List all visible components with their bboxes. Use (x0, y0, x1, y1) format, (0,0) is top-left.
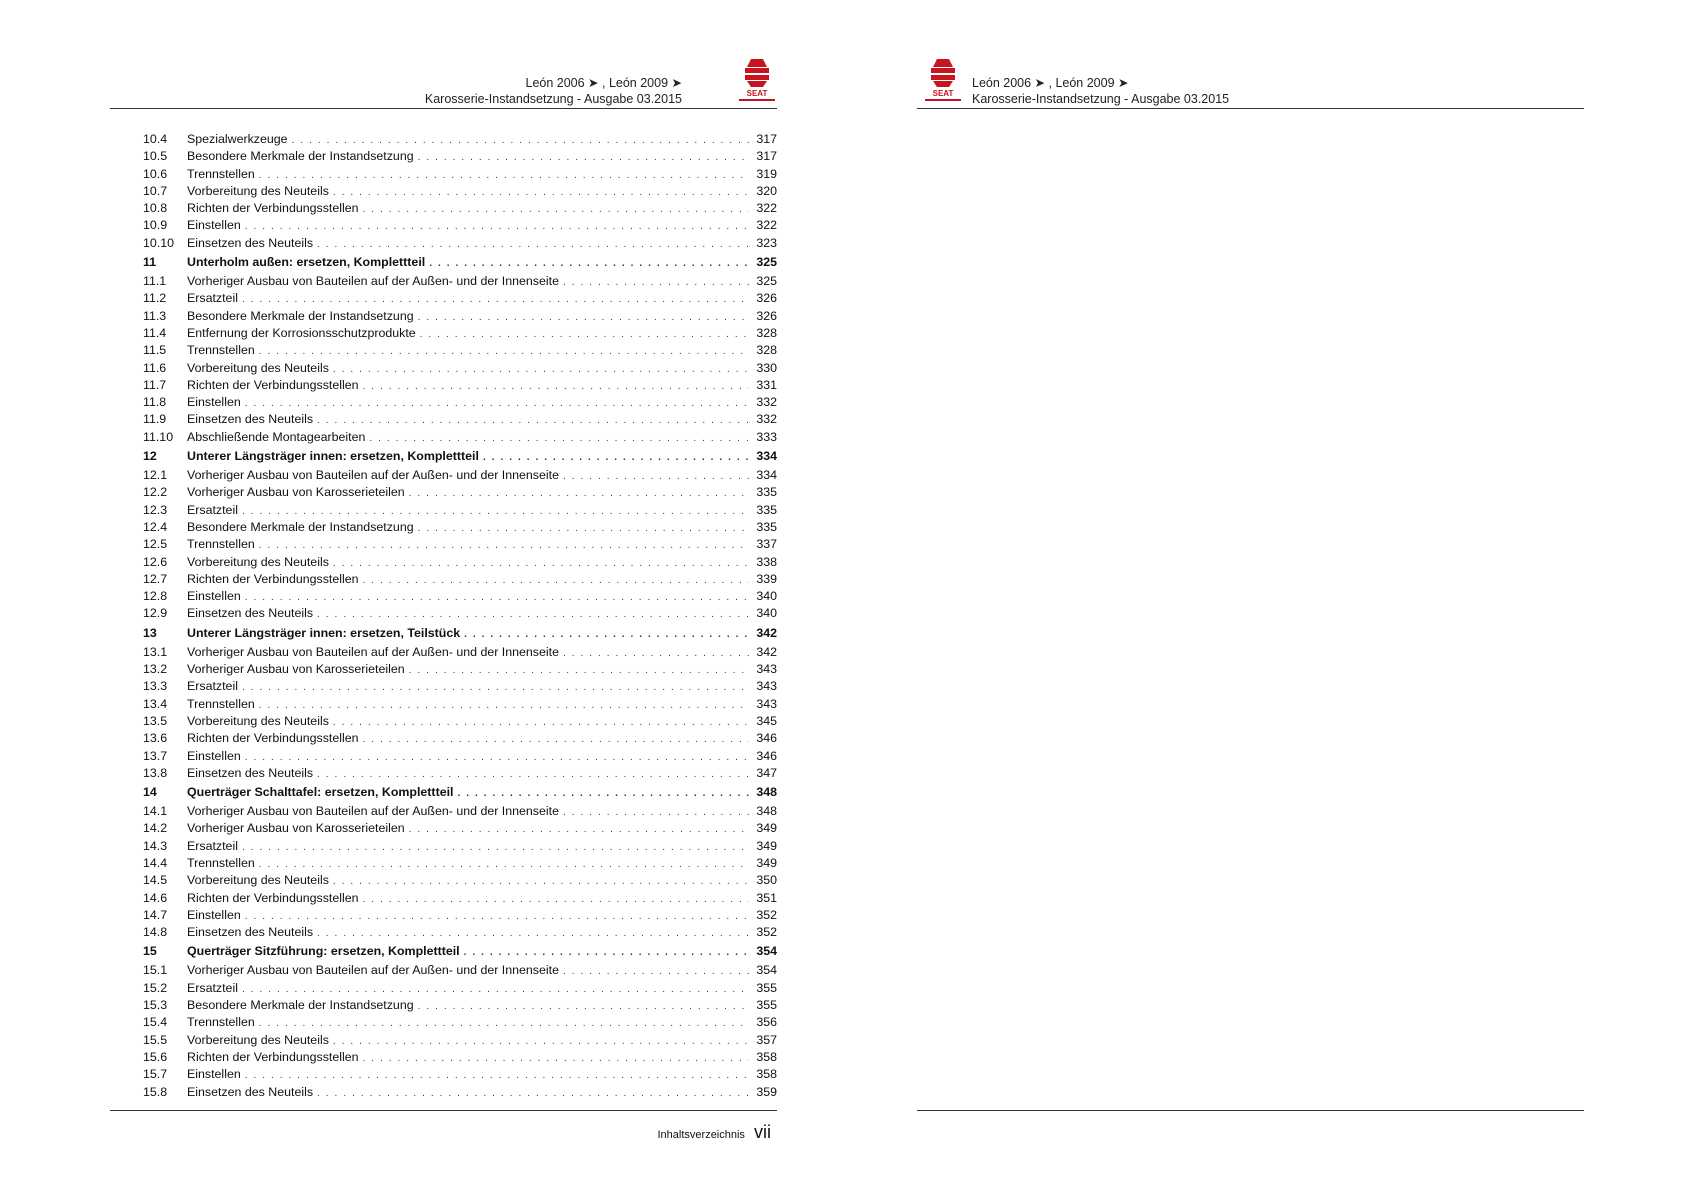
toc-number: 11.5 (143, 343, 167, 358)
toc-leader-dots (317, 1085, 749, 1102)
toc-title: Vorbereitung des Neuteils (187, 873, 329, 888)
toc-entry[interactable] (143, 605, 777, 622)
toc-number: 14.1 (143, 804, 168, 819)
toc-title: Vorheriger Ausbau von Bauteilen auf der Außen- und der Innenseite (187, 468, 559, 483)
toc-title: Einsetzen des Neuteils (187, 412, 314, 427)
seat-logo-icon (921, 57, 965, 103)
toc-page-number: 317 (756, 132, 777, 146)
toc-page-number: 346 (756, 731, 777, 746)
toc-title: Besondere Merkmale der Instandsetzung (187, 998, 414, 1013)
toc-leader-dots (317, 606, 749, 623)
toc-section[interactable] (143, 625, 777, 644)
toc-entry[interactable] (143, 997, 777, 1014)
seat-logo-icon (735, 57, 779, 103)
toc-section[interactable] (143, 448, 777, 467)
toc-number: 10.6 (143, 166, 168, 181)
toc-page-number: 349 (756, 821, 777, 836)
toc-entry[interactable] (143, 571, 777, 588)
toc-number: 13.6 (143, 731, 168, 746)
toc-entry[interactable] (143, 519, 777, 536)
toc-leader-dots (245, 589, 749, 606)
toc-page-number: 328 (756, 343, 777, 358)
toc-title: Einstellen (187, 907, 241, 922)
toc-list (143, 131, 777, 1101)
toc-leader-dots (245, 1067, 749, 1084)
toc-leader-dots (245, 908, 749, 925)
toc-leader-dots (563, 468, 749, 485)
toc-leader-dots (409, 821, 749, 838)
toc-page-number: 354 (756, 963, 777, 978)
toc-page-number: 346 (756, 748, 777, 763)
toc-title: Besondere Merkmale der Instandsetzung (187, 149, 414, 164)
toc-number: 13.4 (143, 696, 168, 711)
toc-title: Ersatzteil (187, 838, 238, 853)
toc-leader-dots (363, 201, 749, 218)
toc-number: 11.7 (143, 377, 167, 392)
toc-number: 13.8 (143, 765, 168, 780)
toc-leader-dots (563, 963, 749, 980)
toc-title: Vorbereitung des Neuteils (187, 360, 329, 375)
toc-leader-dots (292, 132, 749, 149)
logo-text: SEAT (932, 89, 954, 98)
toc-number: 13.7 (143, 748, 168, 763)
toc-page-number: 347 (756, 765, 777, 780)
toc-page-number: 348 (756, 804, 777, 819)
right-page (842, 0, 1684, 1190)
toc-number: 14.6 (143, 890, 168, 905)
toc-number: 14.3 (143, 838, 168, 853)
toc-number: 12.1 (143, 468, 168, 483)
toc-title: Richten der Verbindungsstellen (187, 201, 359, 216)
toc-title: Abschließende Montagearbeiten (187, 429, 366, 444)
toc-entry[interactable] (143, 166, 777, 183)
toc-entry[interactable] (143, 325, 777, 342)
toc-entry[interactable] (143, 713, 777, 730)
toc-page-number: 343 (756, 696, 777, 711)
toc-number: 11.1 (143, 274, 167, 289)
toc-page-number: 358 (756, 1049, 777, 1064)
toc-entry[interactable] (143, 1032, 777, 1049)
toc-leader-dots (259, 1015, 749, 1032)
toc-entry[interactable] (143, 872, 777, 889)
toc-entry[interactable] (143, 429, 777, 446)
toc-title: Ersatzteil (187, 502, 238, 517)
toc-number: 12.2 (143, 485, 168, 500)
toc-page-number: 333 (756, 429, 777, 444)
toc-number: 15.1 (143, 963, 168, 978)
toc-entry[interactable] (143, 696, 777, 713)
page-number: vii (754, 1122, 771, 1142)
toc-number: 10.4 (143, 132, 168, 146)
toc-number: 10.8 (143, 201, 168, 216)
toc-title: Besondere Merkmale der Instandsetzung (187, 308, 414, 323)
toc-page-number: 358 (756, 1067, 777, 1082)
toc-entry[interactable] (143, 820, 777, 837)
footer-label: Inhaltsverzeichnis (657, 1129, 745, 1141)
toc-entry[interactable] (143, 411, 777, 428)
toc-entry[interactable] (143, 502, 777, 519)
toc-title: Richten der Verbindungsstellen (187, 890, 359, 905)
toc-number: 12.8 (143, 589, 168, 604)
toc-title: Vorheriger Ausbau von Bauteilen auf der Außen- und der Innenseite (187, 963, 559, 978)
toc-number: 12.4 (143, 519, 168, 534)
subtitle: Karosserie-Instandsetzung - Ausgabe 03.2015 (424, 92, 682, 106)
toc-section[interactable] (143, 784, 777, 803)
toc-title: Trennstellen (187, 166, 255, 181)
toc-leader-dots (418, 309, 749, 326)
toc-page-number: 335 (756, 502, 777, 517)
toc-page-number: 331 (756, 377, 777, 392)
page-header (972, 75, 1229, 107)
toc-title: Trennstellen (187, 696, 255, 711)
toc-entry[interactable] (143, 131, 777, 148)
toc-leader-dots (418, 520, 749, 537)
header-rule (917, 108, 1584, 109)
toc-leader-dots (245, 395, 749, 412)
toc-number: 12.3 (143, 502, 168, 517)
toc-leader-dots (317, 236, 749, 253)
toc-leader-dots (333, 184, 749, 201)
toc-page-number: 342 (756, 625, 777, 640)
toc-page-number: 323 (756, 235, 777, 250)
toc-entry[interactable] (143, 536, 777, 553)
toc-leader-dots (333, 714, 749, 731)
toc-title: Querträger Schalttafel: ersetzen, Komplettteil (187, 785, 454, 800)
toc-title: Vorheriger Ausbau von Karosserieteilen (187, 485, 405, 500)
toc-page-number: 350 (756, 873, 777, 888)
toc-title: Querträger Sitzführung: ersetzen, Komplettteil (187, 944, 460, 959)
toc-number: 11.3 (143, 308, 167, 323)
toc-page-number: 355 (756, 980, 777, 995)
toc-leader-dots (333, 361, 749, 378)
toc-entry[interactable] (143, 290, 777, 307)
toc-leader-dots (259, 697, 749, 714)
toc-leader-dots (429, 255, 749, 272)
toc-title: Spezialwerkzeuge (187, 132, 288, 146)
toc-page-number: 332 (756, 395, 777, 410)
toc-number: 11.6 (143, 360, 167, 375)
toc-number: 14.5 (143, 873, 168, 888)
toc-title: Trennstellen (187, 537, 255, 552)
toc-number: 11.9 (143, 412, 167, 427)
toc-title: Ersatzteil (187, 679, 238, 694)
toc-entry[interactable] (143, 1014, 777, 1031)
toc-leader-dots (363, 572, 749, 589)
toc-title: Einsetzen des Neuteils (187, 1084, 314, 1099)
toc-page-number: 335 (756, 519, 777, 534)
toc-number: 15.5 (143, 1032, 168, 1047)
toc-page-number: 334 (756, 468, 777, 483)
model-line: León 2006 ➤ , León 2009 ➤ (972, 76, 1129, 90)
toc-number: 11.10 (143, 429, 174, 444)
toc-entry[interactable] (143, 273, 777, 290)
toc-title: Ersatzteil (187, 980, 238, 995)
toc-number: 12.6 (143, 554, 168, 569)
toc-number: 12.5 (143, 537, 168, 552)
toc-number: 11.4 (143, 325, 167, 340)
toc-number: 15.4 (143, 1015, 168, 1030)
toc-title: Einstellen (187, 748, 241, 763)
toc-leader-dots (363, 891, 749, 908)
toc-section[interactable] (143, 254, 777, 273)
toc-leader-dots (259, 537, 749, 554)
toc-title: Vorheriger Ausbau von Karosserieteilen (187, 821, 405, 836)
toc-page-number: 322 (756, 201, 777, 216)
toc-page-number: 356 (756, 1015, 777, 1030)
toc-page-number: 355 (756, 998, 777, 1013)
toc-leader-dots (245, 749, 749, 766)
toc-leader-dots (317, 412, 749, 429)
toc-page-number: 359 (756, 1084, 777, 1099)
toc-title: Unterholm außen: ersetzen, Komplettteil (187, 255, 426, 270)
toc-entry[interactable] (143, 644, 777, 661)
toc-section[interactable] (143, 943, 777, 962)
toc-page-number: 326 (756, 308, 777, 323)
toc-entry[interactable] (143, 980, 777, 997)
toc-page-number: 342 (756, 644, 777, 659)
toc-leader-dots (259, 167, 749, 184)
toc-title: Einstellen (187, 589, 241, 604)
toc-entry[interactable] (143, 342, 777, 359)
toc-number: 13 (143, 625, 157, 640)
model-line: León 2006 ➤ , León 2009 ➤ (525, 76, 682, 90)
toc-leader-dots (333, 555, 749, 572)
footer-rule (917, 1110, 1584, 1111)
toc-leader-dots (457, 785, 749, 802)
toc-number: 15.2 (143, 980, 168, 995)
toc-page-number: 325 (756, 274, 777, 289)
toc-number: 10.9 (143, 218, 168, 233)
page-header (425, 75, 682, 107)
toc-page-number: 338 (756, 554, 777, 569)
toc-leader-dots (242, 503, 749, 520)
toc-leader-dots (563, 645, 749, 662)
toc-leader-dots (242, 839, 749, 856)
toc-page-number: 354 (756, 944, 777, 959)
toc-leader-dots (363, 378, 749, 395)
toc-number: 12 (143, 449, 157, 464)
toc-page-number: 343 (756, 679, 777, 694)
toc-page-number: 332 (756, 412, 777, 427)
toc-page-number: 339 (756, 571, 777, 586)
toc-title: Vorbereitung des Neuteils (187, 1032, 329, 1047)
toc-entry[interactable] (143, 217, 777, 234)
toc-entry[interactable] (143, 962, 777, 979)
toc-entry[interactable] (143, 924, 777, 941)
toc-number: 13.2 (143, 662, 168, 677)
toc-page-number: 345 (756, 713, 777, 728)
toc-entry[interactable] (143, 588, 777, 605)
toc-number: 11 (143, 255, 157, 270)
toc-title: Richten der Verbindungsstellen (187, 377, 359, 392)
toc-leader-dots (409, 485, 749, 502)
toc-number: 15.8 (143, 1084, 168, 1099)
toc-title: Ersatzteil (187, 291, 238, 306)
toc-number: 14 (143, 785, 157, 800)
toc-leader-dots (242, 679, 749, 696)
toc-leader-dots (333, 1033, 749, 1050)
toc-number: 15.7 (143, 1067, 168, 1082)
toc-page-number: 352 (756, 925, 777, 940)
toc-entry[interactable] (143, 394, 777, 411)
toc-title: Unterer Längsträger innen: ersetzen, Komplettteil (187, 449, 479, 464)
toc-page-number: 351 (756, 890, 777, 905)
toc-leader-dots (369, 430, 749, 447)
toc-page-number: 320 (756, 183, 777, 198)
toc-title: Vorheriger Ausbau von Bauteilen auf der Außen- und der Innenseite (187, 274, 559, 289)
toc-page-number: 343 (756, 662, 777, 677)
toc-title: Richten der Verbindungsstellen (187, 1049, 359, 1064)
toc-title: Vorheriger Ausbau von Bauteilen auf der Außen- und der Innenseite (187, 644, 559, 659)
toc-title: Besondere Merkmale der Instandsetzung (187, 519, 414, 534)
subtitle: Karosserie-Instandsetzung - Ausgabe 03.2015 (972, 92, 1230, 106)
toc-title: Unterer Längsträger innen: ersetzen, Teilstück (187, 625, 461, 640)
toc-leader-dots (333, 873, 749, 890)
toc-entry[interactable] (143, 200, 777, 217)
toc-entry[interactable] (143, 183, 777, 200)
toc-number: 15 (143, 944, 157, 959)
toc-leader-dots (409, 662, 749, 679)
header-rule (110, 108, 777, 109)
toc-number: 12.9 (143, 606, 168, 621)
toc-title: Trennstellen (187, 343, 255, 358)
toc-number: 10.5 (143, 149, 168, 164)
toc-entry[interactable] (143, 907, 777, 924)
toc-page-number: 352 (756, 907, 777, 922)
toc-page-number: 322 (756, 218, 777, 233)
toc-title: Einsetzen des Neuteils (187, 765, 314, 780)
toc-number: 11.8 (143, 395, 167, 410)
toc-title: Richten der Verbindungsstellen (187, 571, 359, 586)
toc-leader-dots (420, 326, 749, 343)
toc-number: 13.5 (143, 713, 168, 728)
toc-leader-dots (464, 944, 749, 961)
toc-entry[interactable] (143, 235, 777, 252)
toc-page-number: 349 (756, 855, 777, 870)
toc-leader-dots (563, 274, 749, 291)
toc-title: Vorheriger Ausbau von Karosserieteilen (187, 662, 405, 677)
toc-leader-dots (363, 1050, 749, 1067)
toc-number: 15.6 (143, 1049, 168, 1064)
toc-entry[interactable] (143, 360, 777, 377)
toc-page-number: 330 (756, 360, 777, 375)
toc-page-number: 325 (756, 255, 777, 270)
toc-number: 10.7 (143, 183, 168, 198)
toc-entry[interactable] (143, 748, 777, 765)
toc-title: Entfernung der Korrosionsschutzprodukte (187, 325, 416, 340)
toc-title: Einsetzen des Neuteils (187, 925, 314, 940)
toc-entry[interactable] (143, 838, 777, 855)
toc-entry[interactable] (143, 148, 777, 165)
toc-page-number: 326 (756, 291, 777, 306)
toc-number: 14.4 (143, 855, 168, 870)
toc-entry[interactable] (143, 377, 777, 394)
toc-leader-dots (317, 925, 749, 942)
toc-page-number: 357 (756, 1032, 777, 1047)
toc-title: Trennstellen (187, 855, 255, 870)
toc-page-number: 328 (756, 325, 777, 340)
toc-page-number: 334 (756, 449, 777, 464)
toc-title: Vorbereitung des Neuteils (187, 554, 329, 569)
toc-title: Trennstellen (187, 1015, 255, 1030)
logo-text: SEAT (746, 89, 768, 98)
toc-title: Vorheriger Ausbau von Bauteilen auf der Außen- und der Innenseite (187, 804, 559, 819)
toc-leader-dots (418, 998, 749, 1015)
toc-page-number: 349 (756, 838, 777, 853)
toc-number: 11.2 (143, 291, 167, 306)
toc-number: 12.7 (143, 571, 168, 586)
toc-title: Richten der Verbindungsstellen (187, 731, 359, 746)
toc-entry[interactable] (143, 308, 777, 325)
toc-page-number: 340 (756, 606, 777, 621)
toc-entry[interactable] (143, 1084, 777, 1101)
toc-number: 10.10 (143, 235, 175, 250)
toc-leader-dots (242, 291, 749, 308)
toc-title: Einsetzen des Neuteils (187, 606, 314, 621)
toc-leader-dots (259, 856, 749, 873)
toc-entry[interactable] (143, 890, 777, 907)
toc-title: Einstellen (187, 1067, 241, 1082)
toc-title: Vorbereitung des Neuteils (187, 713, 329, 728)
toc-entry[interactable] (143, 730, 777, 747)
toc-entry[interactable] (143, 484, 777, 501)
toc-page-number: 337 (756, 537, 777, 552)
toc-page-number: 317 (756, 149, 777, 164)
toc-leader-dots (363, 731, 749, 748)
toc-number: 15.3 (143, 998, 168, 1013)
toc-number: 13.3 (143, 679, 168, 694)
toc-entry[interactable] (143, 678, 777, 695)
toc-page-number: 340 (756, 589, 777, 604)
toc-entry[interactable] (143, 554, 777, 571)
toc-leader-dots (418, 149, 749, 166)
toc-leader-dots (563, 804, 749, 821)
toc-entry[interactable] (143, 855, 777, 872)
toc-leader-dots (317, 766, 749, 783)
toc-entry[interactable] (143, 765, 777, 782)
toc-entry[interactable] (143, 1049, 777, 1066)
toc-number: 13.1 (143, 644, 168, 659)
toc-leader-dots (464, 626, 749, 643)
footer-rule (110, 1110, 777, 1111)
toc-page-number: 319 (756, 166, 777, 181)
toc-number: 14.7 (143, 907, 168, 922)
toc-page-number: 348 (756, 785, 777, 800)
toc-entry[interactable] (143, 467, 777, 484)
toc-entry[interactable] (143, 661, 777, 678)
toc-title: Einsetzen des Neuteils (187, 235, 314, 250)
toc-leader-dots (242, 981, 749, 998)
toc-title: Vorbereitung des Neuteils (187, 183, 329, 198)
toc-number: 14.2 (143, 821, 168, 836)
toc-title: Einstellen (187, 395, 241, 410)
toc-entry[interactable] (143, 803, 777, 820)
page-footer (658, 1122, 778, 1143)
toc-leader-dots (259, 343, 749, 360)
toc-title: Einstellen (187, 218, 241, 233)
toc-entry[interactable] (143, 1066, 777, 1083)
toc-leader-dots (483, 449, 749, 466)
toc-number: 14.8 (143, 925, 168, 940)
toc-leader-dots (245, 218, 749, 235)
toc-page-number: 335 (756, 485, 777, 500)
